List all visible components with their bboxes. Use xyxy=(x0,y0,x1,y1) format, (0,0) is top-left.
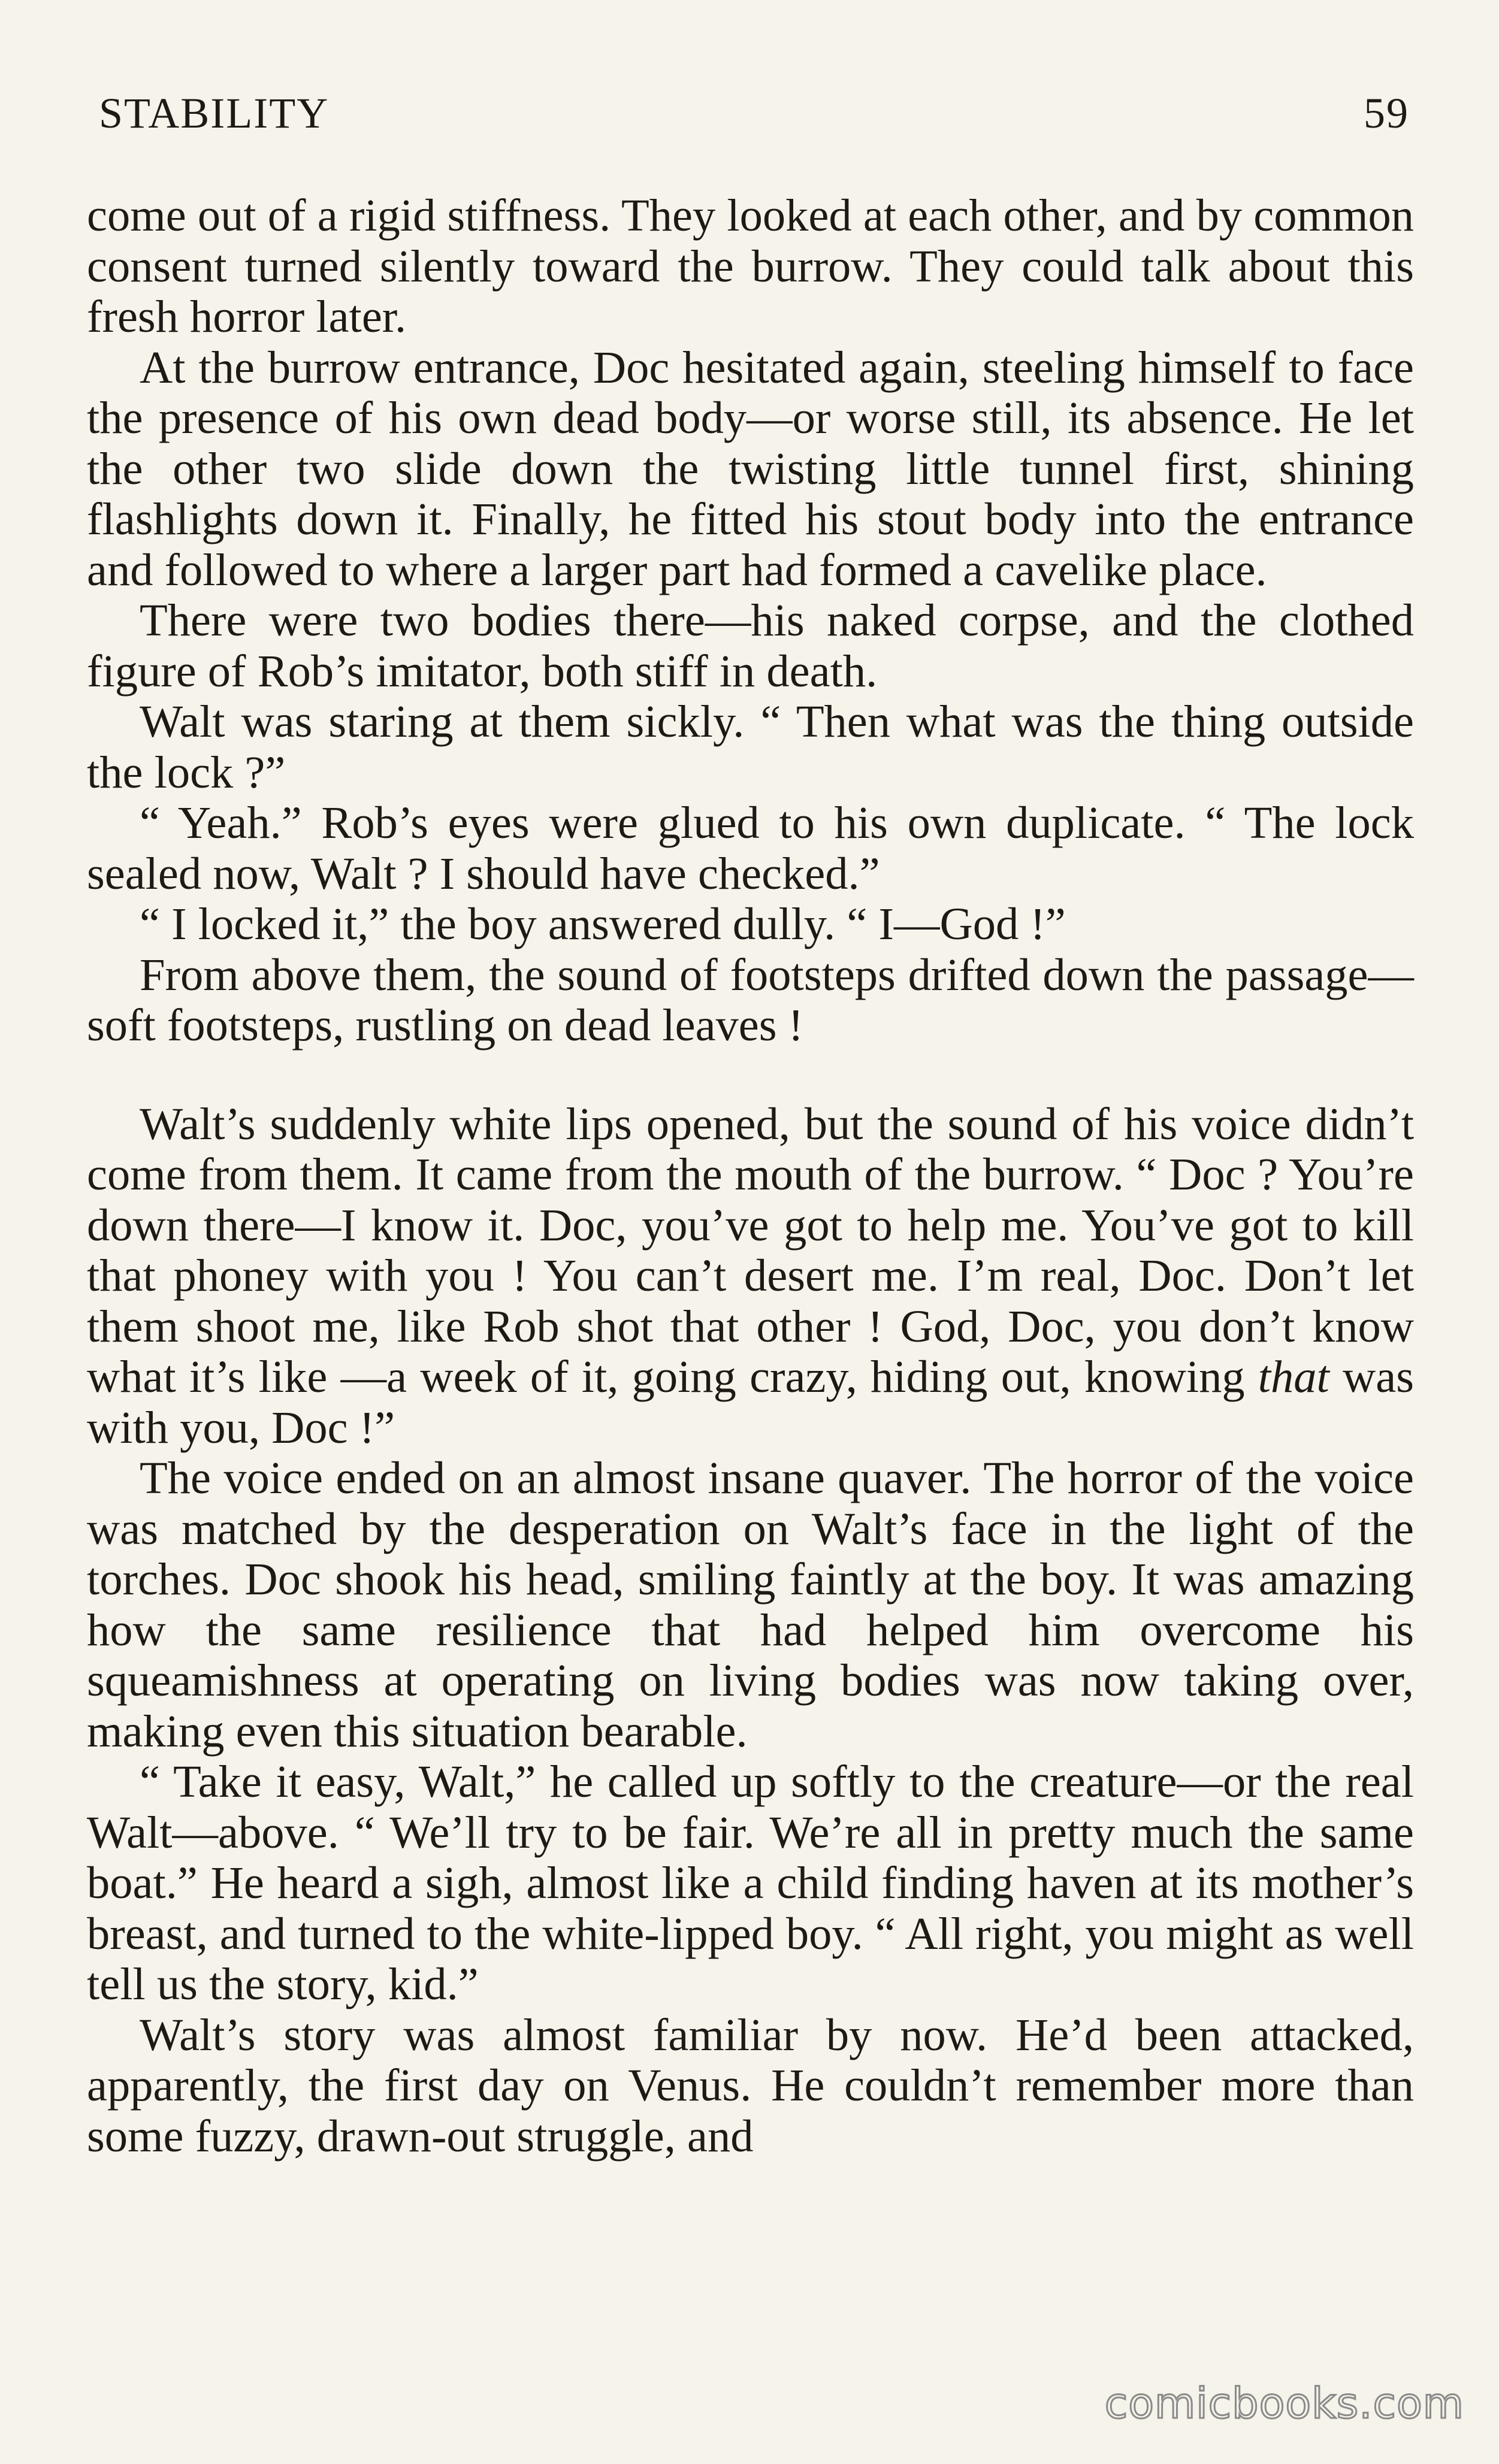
section-break xyxy=(87,1051,1414,1099)
paragraph-8-emphasis: that xyxy=(1258,1351,1329,1402)
paragraph-3: There were two bodies there—his naked corpse, and the clothed figure of Rob’s imitator, both stiff in death. xyxy=(87,595,1414,697)
page-header xyxy=(99,89,1409,149)
paragraph-4: Walt was staring at them sickly. “ Then what was the thing outside the lock ?” xyxy=(87,696,1414,798)
paragraph-7: From above them, the sound of footsteps drifted down the passage—soft footsteps, rustling on dead leaves ! xyxy=(87,949,1414,1051)
paragraph-8 xyxy=(87,1099,1414,1454)
page-number: 59 xyxy=(1364,89,1409,137)
paragraph-1: come out of a rigid stiffness. They looked at each other, and by common consent turned silently toward the burrow. They could talk about this fresh horror later. xyxy=(87,190,1414,342)
paragraph-2: At the burrow entrance, Doc hesitated again, steeling himself to face the presence of his own dead body—or worse still, its absence. He let the other two slide down the twisting little tunnel first, shining flashlights down it. Finally, he fitted his stout body into the entrance and followed to where a larger part had formed a cavelike place. xyxy=(87,341,1414,595)
paragraph-6: “ I locked it,” the boy answered dully. “ I—God !” xyxy=(140,898,1066,949)
paragraph-8-part-2: was with you, Doc !” xyxy=(87,1351,1415,1453)
paragraph-8-part-1: Walt’s suddenly white lips opened, but the sound of his voice didn’t come from them. It came from the mouth of the burrow. “ Doc ? You’re down there—I know it. Doc, you’ve got to help me. You’ve got to kill that phoney with you ! You can’t desert me. I’m real, Doc. Don’t let them shoot me, like Rob shot that other ! God, Doc, you don’t know what it’s like —a week of it, going crazy, hiding out, knowing xyxy=(87,1098,1414,1402)
paragraph-10: “ Take it easy, Walt,” he called up softly to the creature—or the real Walt—above. “ We’ll try to be fair. We’re all in pretty much the same boat.” He heard a sigh, almost like a child finding haven at its mother’s breast, and turned to the white-lipped boy. “ All right, you might as well tell us the story, kid.” xyxy=(87,1756,1414,2009)
paragraph-9: The voice ended on an almost insane quaver. The horror of the voice was matched by the desperation on Walt’s face in the light of the torches. Doc shook his head, smiling faintly at the boy. It was amazing how the same resilience that had helped him overcome his squeamishness at operating on living bodies was now taking over, making even this situation bearable. xyxy=(87,1452,1414,1757)
body-text xyxy=(87,190,1414,2162)
paragraph-5: “ Yeah.” Rob’s eyes were glued to his own duplicate. “ The lock sealed now, Walt ? I should have checked.” xyxy=(87,797,1414,899)
running-title: STABILITY xyxy=(99,89,330,137)
paragraph-11: Walt’s story was almost familiar by now. He’d been attacked, apparently, the first day on Venus. He couldn’t remember more than some fuzzy, drawn-out struggle, and xyxy=(87,2009,1414,2162)
watermark-logo: comicbooks.com xyxy=(1104,2379,1464,2428)
